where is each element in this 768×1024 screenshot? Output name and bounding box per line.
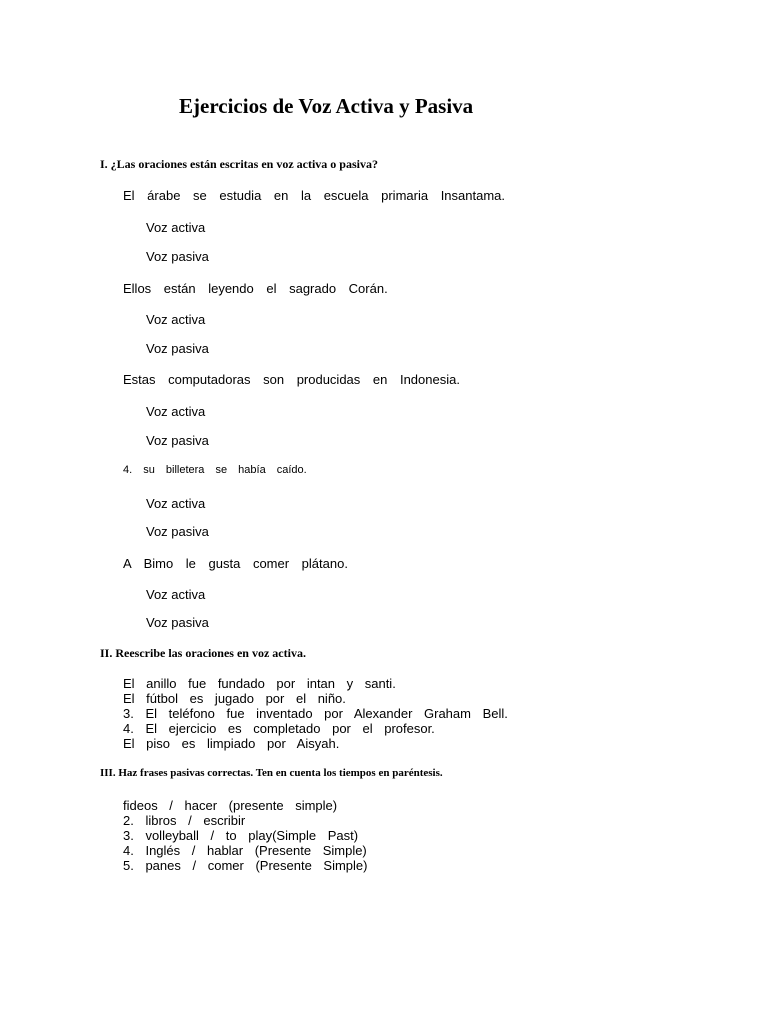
question-1-option-passive: Voz pasiva [146, 249, 209, 264]
question-2-option-active: Voz activa [146, 312, 206, 327]
question-4-option-passive: Voz pasiva [146, 524, 209, 539]
section-3-item-3: 3. volleyball / to play(Simple Past) [123, 828, 359, 843]
question-5-text: A Bimo le gusta comer plátano. [123, 556, 348, 571]
page-title: Ejercicios de Voz Activa y Pasiva [179, 94, 474, 118]
section-2-item-2: El fútbol es jugado por el niño. [123, 691, 346, 706]
section-2-item-4: 4. El ejercicio es completado por el profesor. [123, 721, 435, 736]
question-3-option-passive: Voz pasiva [146, 433, 209, 448]
section-3-item-2: 2. libros / escribir [123, 813, 246, 828]
section-3-heading: III. Haz frases pasivas correctas. Ten en cuenta los tiempos en paréntesis. [100, 767, 443, 779]
question-5-option-active: Voz activa [146, 587, 206, 602]
section-2-heading: II. Reescribe las oraciones en voz activa. [100, 646, 306, 660]
question-1-option-active: Voz activa [146, 220, 206, 235]
question-4-text: 4. su billetera se había caído. [123, 464, 307, 476]
question-4-option-active: Voz activa [146, 496, 206, 511]
question-2-text: Ellos están leyendo el sagrado Corán. [123, 281, 388, 296]
question-2-option-passive: Voz pasiva [146, 341, 209, 356]
question-3-text: Estas computadoras son producidas en Indonesia. [123, 372, 460, 387]
question-3-option-active: Voz activa [146, 404, 206, 419]
section-2-item-1: El anillo fue fundado por intan y santi. [123, 676, 396, 691]
section-2-item-5: El piso es limpiado por Aisyah. [123, 736, 340, 751]
question-1-text: El árabe se estudia en la escuela primaria Insantama. [123, 188, 506, 203]
question-5-option-passive: Voz pasiva [146, 615, 209, 630]
section-3-item-4: 4. Inglés / hablar (Presente Simple) [123, 843, 367, 858]
section-2-item-3: 3. El teléfono fue inventado por Alexander Graham Bell. [123, 706, 508, 721]
section-1-heading: I. ¿Las oraciones están escritas en voz activa o pasiva? [100, 157, 378, 171]
section-3-item-1: fideos / hacer (presente simple) [123, 798, 338, 813]
section-3-item-5: 5. panes / comer (Presente Simple) [123, 858, 368, 873]
